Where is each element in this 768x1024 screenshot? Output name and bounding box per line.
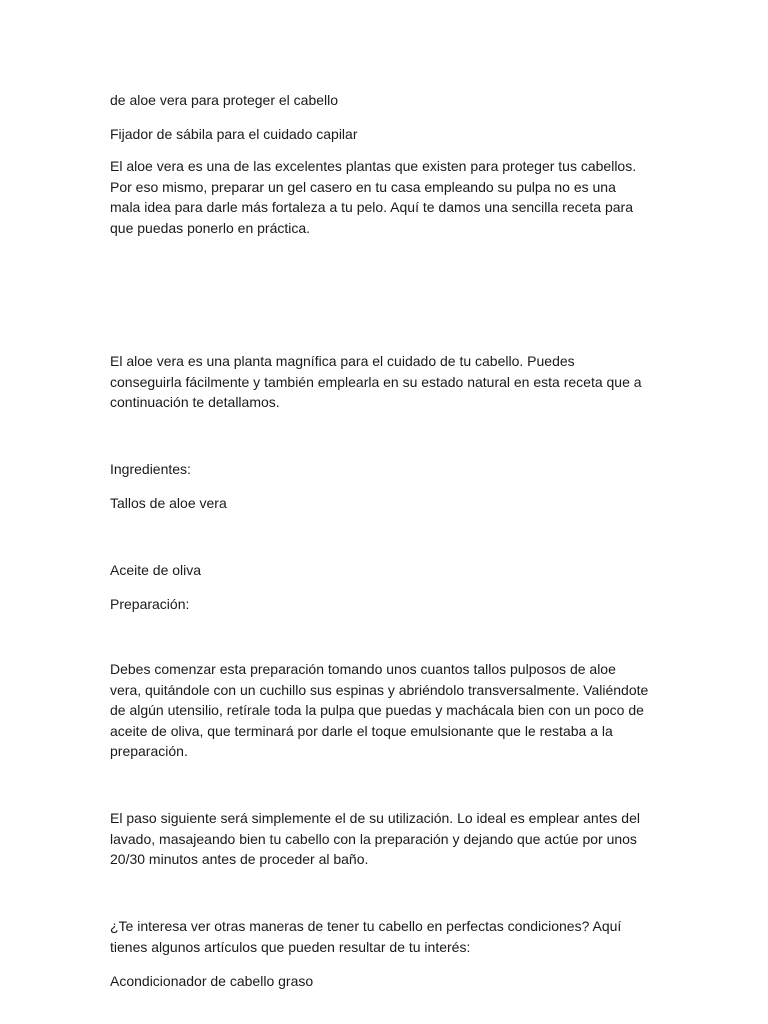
subtitle: Fijador de sábila para el cuidado capilar (110, 126, 358, 142)
usage-paragraph: El paso siguiente será simplemente el de su utilización. Lo ideal es emplear antes del lavado, masajeando bien tu cabello con la preparación y dejando que actúe por unos 20/30 minutos antes de proceder al baño. (110, 810, 640, 867)
ingredient-item: Tallos de aloe vera (110, 495, 227, 511)
related-intro: ¿Te interesa ver otras maneras de tener tu cabello en perfectas condiciones? Aquí tienes algunos artículos que pueden resultar de tu interés: (110, 918, 622, 955)
preparation-heading: Preparación: (110, 596, 190, 612)
title-line: de aloe vera para proteger el cabello (110, 92, 339, 108)
paragraph-2: El aloe vera es una planta magnífica para el cuidado de tu cabello. Puedes conseguirla fácilmente y también emplearla en su estado natural en esta receta que a continuación te detallamos. (110, 353, 642, 410)
preparation-paragraph: Debes comenzar esta preparación tomando unos cuantos tallos pulposos de aloe vera, quitándole con un cuchillo sus espinas y abriéndolo transversalmente. Valiéndote de algún utensilio, retírale toda la pulpa que puedas y machácala bien con un poco de aceite de oliva, que terminará por darle el toque emulsionante que le restaba a la preparación. (110, 661, 649, 759)
related-article-link: Acondicionador de cabello graso (110, 973, 314, 989)
ingredient-item: Aceite de oliva (110, 562, 202, 578)
intro-paragraph: El aloe vera es una de las excelentes plantas que existen para proteger tus cabellos. Por eso mismo, preparar un gel casero en tu casa empleando su pulpa no es una mala idea para darle más fortaleza a tu pelo. Aquí te damos una sencilla receta para que puedas ponerlo en práctica. (110, 158, 637, 236)
ingredients-heading: Ingredientes: (110, 461, 191, 477)
